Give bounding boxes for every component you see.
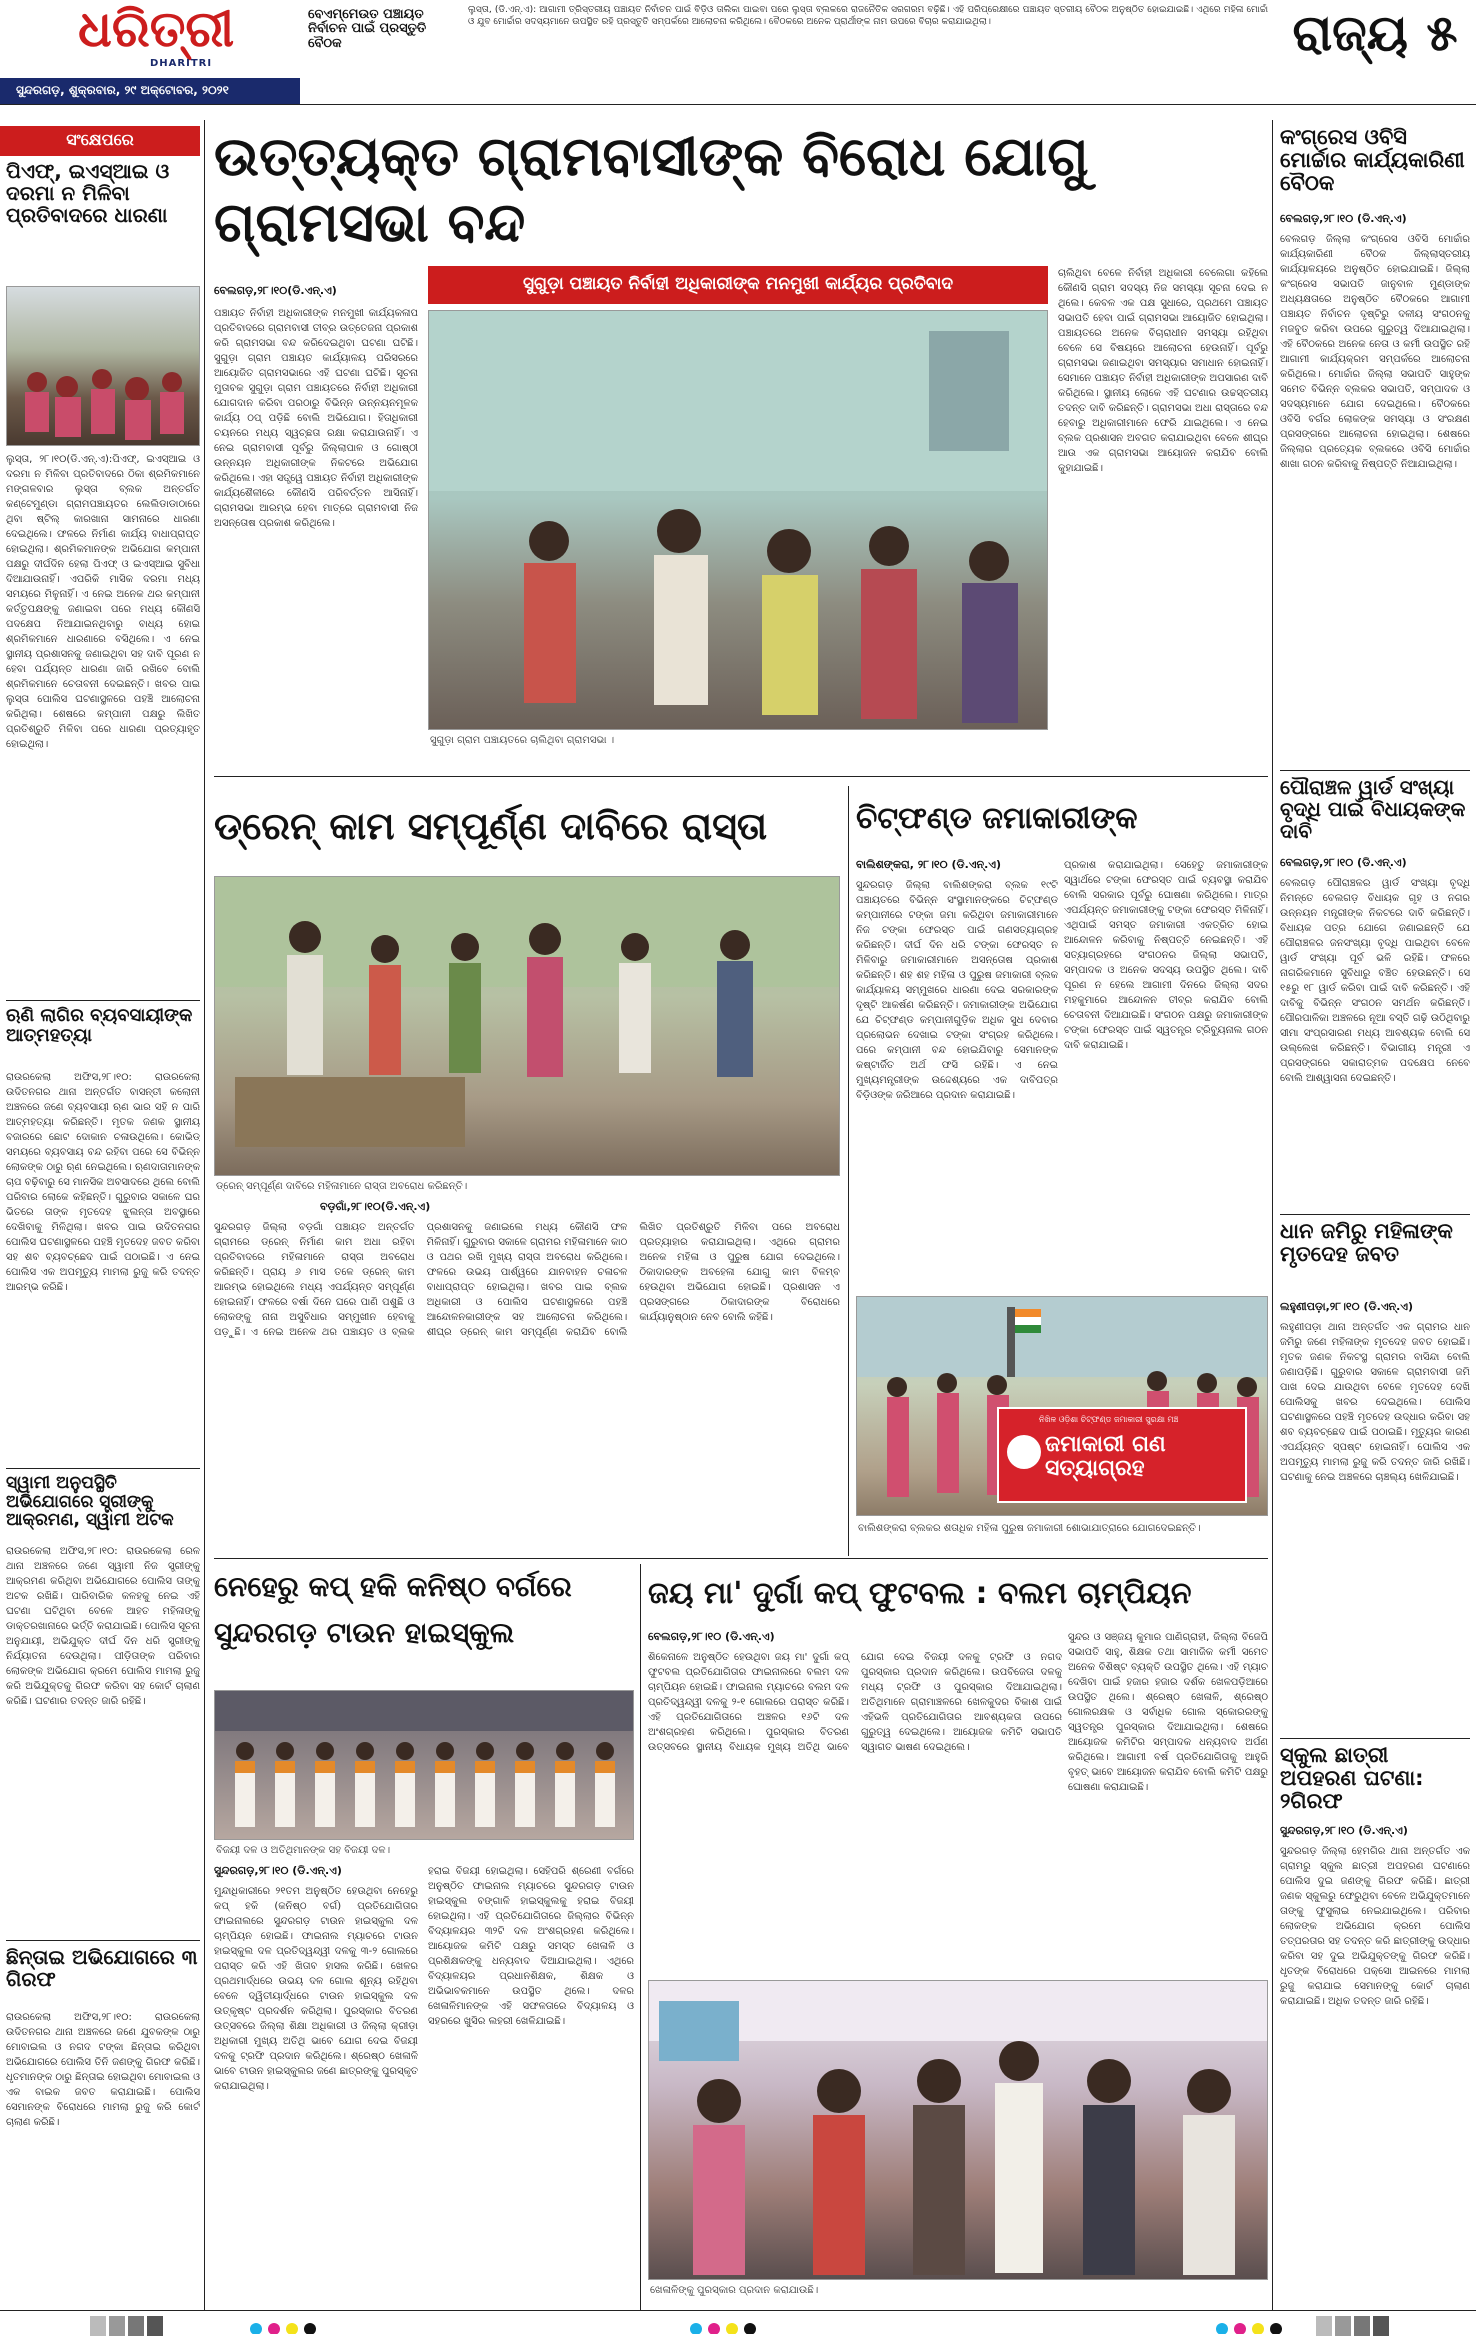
brief-label-text: ସଂକ୍ଷେପରେ (66, 130, 134, 149)
nehru-photo-caption: ବିଜୟୀ ଦଳ ଓ ଅତିଥିମାନଙ୍କ ସହ ବିଜୟୀ ଦଳ। (216, 1845, 391, 1856)
masthead-rule (0, 104, 1476, 105)
right-rule-2 (1280, 1214, 1470, 1215)
brief-label (0, 126, 200, 156)
left-story4-text: ରାଉରକେଲା ଅଫିସ,୨୮।୧୦: ରାଉରକେଲା ଉଦିତନଗର ଥାନା ଅଞ୍ଚଳରେ ଜଣେ ଯୁବକଙ୍କ ଠାରୁ ମୋବାଇଲ ଓ ନଗଦ ଟଙ୍କା ଛିନ୍ତାଇ କରିଥିବା ଅଭିଯୋଗରେ ପୋଲିସ ତିନି ଜଣଙ୍କୁ ଗିରଫ କରିଛି। ଧୃତମାନଙ୍କ ଠାରୁ ଛିନ୍ତାଇ ହୋଇଥିବା ମୋବାଇଲ ଓ ଏକ ବାଇକ ଜବତ କରାଯାଇଛି। ପୋଲିସ ସେମାନଙ୍କ ବିରୋଧରେ ମାମଲା ରୁଜୁ କରି କୋର୍ଟ ଚାଲାଣ କରିଛି। (6, 2012, 200, 2128)
footer-rule (0, 2310, 1476, 2311)
right-story1-headline: କଂଗ୍ରେସ ଓବିସି ମୋର୍ଚ୍ଚାର କାର୍ଯ୍ୟକାରିଣୀ ବୈଠକ (1280, 126, 1465, 196)
right-story2-text: ବେଲଗଡ଼ ପୌରାଞ୍ଚଳର ୱାର୍ଡ ସଂଖ୍ୟା ବୃଦ୍ଧି ନିମନ୍ତେ ବେଲଗଡ଼ ବିଧାୟକ ଗୃହ ଓ ନଗର ଉନ୍ନୟନ ମନ୍ତ୍ରୀଙ୍କ ନିକଟରେ ଦାବି କରିଛନ୍ତି। ବିଧାୟକ ପତ୍ର ଯୋଗେ ଜଣାଇଛନ୍ତି ଯେ ପୌରାଞ୍ଚଳର ଜନସଂଖ୍ୟା ବୃଦ୍ଧି ପାଇଥିବା ବେଳେ ୱାର୍ଡ ସଂଖ୍ୟା ପୂର୍ବ ଭଳି ରହିଛି। ଫଳରେ ନାଗରିକମାନେ ସୁବିଧାରୁ ବଞ୍ଚିତ ହେଉଛନ୍ତି। ସେ ୧୫ରୁ ୧୮ ୱାର୍ଡ କରିବା ପାଇଁ ଦାବି କରିଛନ୍ତି। ଏହି ଦାବିକୁ ବିଭିନ୍ନ ସଂଗଠନ ସମର୍ଥନ କରିଛନ୍ତି। ପୌରପାଳିକା ଅଞ୍ଚଳରେ ନୂଆ ବସ୍ତି ଗଢ଼ି ଉଠିଥିବାରୁ ସୀମା ସଂପ୍ରସାରଣ ମଧ୍ୟ ଆବଶ୍ୟକ ବୋଲି ସେ ଉଲ୍ଲେଖ କରିଛନ୍ତି। ବିଭାଗୀୟ ମନ୍ତ୍ରୀ ଏ ପ୍ରସଙ୍ଗରେ ସକାରାତ୍ମକ ପଦକ୍ଷେପ ନେବେ ବୋଲି ଆଶ୍ୱାସନା ଦେଇଛନ୍ତି। (1280, 878, 1470, 1084)
drain-text: ସୁନ୍ଦରଗଡ଼ ଜିଲ୍ଲା ବଡ଼ଗାଁ ପଞ୍ଚାୟତ ଅନ୍ତର୍ଗତ ଗ୍ରାମରେ ଡ୍ରେନ୍ ନିର୍ମାଣ କାମ ଅଧା ରହିବା ପ୍ରତିବାଦରେ ମହିଳାମାନେ ରାସ୍ତା ଅବରୋଧ କରିଛନ୍ତି। ପ୍ରାୟ ୬ ମାସ ତଳେ ଡ୍ରେନ୍ କାମ ଆରମ୍ଭ ହୋଇଥିଲେ ମଧ୍ୟ ଏପର୍ଯ୍ୟନ୍ତ ସମ୍ପୂର୍ଣ୍ଣ ହୋଇନାହିଁ। ଫଳରେ ବର୍ଷା ଦିନେ ଘରେ ପାଣି ପଶୁଛି ଓ ଲୋକଙ୍କୁ ନାନା ଅସୁବିଧାର ସମ୍ମୁଖୀନ ହେବାକୁ ପଡ଼ୁଛି। ଏ ନେଇ ଅନେକ ଥର ପଞ୍ଚାୟତ ଓ ବ୍ଲକ ପ୍ରଶାସନକୁ ଜଣାଇଲେ ମଧ୍ୟ କୌଣସି ଫଳ ମିଳିନାହିଁ। ଗୁରୁବାର ସକାଳେ ଗ୍ରାମର ମହିଳାମାନେ କାଠ ଓ ପଥର ରଖି ମୁଖ୍ୟ ରାସ୍ତା ଅବରୋଧ କରିଥିଲେ। ଫଳରେ ଉଭୟ ପାର୍ଶ୍ୱରେ ଯାନବାହନ ଚଳାଚଳ ବାଧାପ୍ରାପ୍ତ ହୋଇଥିଲା। ଖବର ପାଇ ବ୍ଲକ ଅଧିକାରୀ ଓ ପୋଲିସ ଘଟଣାସ୍ଥଳରେ ପହଞ୍ଚି ଆନ୍ଦୋଳନକାରୀଙ୍କ ସହ ଆଲୋଚନା କରିଥିଲେ। ଶୀଘ୍ର ଡ୍ରେନ୍ କାମ ସମ୍ପୂର୍ଣ୍ଣ କରାଯିବ ବୋଲି ଲିଖିତ ପ୍ରତିଶ୍ରୁତି ମିଳିବା ପରେ ଅବରୋଧ ପ୍ରତ୍ୟାହାର କରାଯାଇଥିଲା। ଏଥିରେ ଗ୍ରାମର ଅନେକ ମହିଳା ଓ ପୁରୁଷ ଯୋଗ ଦେଇଥିଲେ। ଠିକାଦାରଙ୍କ ଅବହେଳା ଯୋଗୁ କାମ ବିଳମ୍ବ ହେଉଥିବା ଅଭିଯୋଗ ହୋଇଛି। ପ୍ରଶାସନ ଏ ପ୍ରସଙ୍ଗରେ ଠିକାଦାରଙ୍କ ବିରୋଧରେ କାର୍ଯ୍ୟାନୁଷ୍ଠାନ ନେବ ବୋଲି କହିଛି। (214, 1222, 840, 1338)
right-story3-text: ଲହୁଣୀପଡ଼ା ଥାନା ଅନ୍ତର୍ଗତ ଏକ ଗ୍ରାମର ଧାନ ଜମିରୁ ଜଣେ ମହିଳାଙ୍କ ମୃତଦେହ ଜବତ ହୋଇଛି। ମୃତକ ଜଣକ ନିକଟସ୍ଥ ଗ୍ରାମର ବାସିନ୍ଦା ବୋଲି ଜଣାପଡ଼ିଛି। ଗୁରୁବାର ସକାଳେ ଗ୍ରାମବାସୀ ଜମି ପାଖ ଦେଇ ଯାଉଥିବା ବେଳେ ମୃତଦେହ ଦେଖି ପୋଲିସକୁ ଖବର ଦେଇଥିଲେ। ପୋଲିସ ଘଟଣାସ୍ଥଳରେ ପହଞ୍ଚି ମୃତଦେହ ଉଦ୍ଧାର କରିବା ସହ ଶବ ବ୍ୟବଚ୍ଛେଦ ପାଇଁ ପଠାଇଛି। ମୃତ୍ୟୁର କାରଣ ଏପର୍ଯ୍ୟନ୍ତ ସ୍ପଷ୍ଟ ହୋଇନାହିଁ। ପୋଲିସ ଏକ ଅପମୃତ୍ୟୁ ମାମଲା ରୁଜୁ କରି ତଦନ୍ତ ଜାରି ରଖିଛି। ଘଟଣାକୁ ନେଇ ଅଞ୍ଚଳରେ ଚାଞ୍ଚଲ୍ୟ ଖେଳିଯାଇଛି। (1280, 1322, 1470, 1483)
footer-dots-2 (690, 2320, 790, 2334)
page-number: ୫ (1426, 6, 1458, 62)
footer-dots-1 (250, 2320, 350, 2334)
left-story2-text: ରାଉରକେଲା ଅଫିସ,୨୮।୧୦: ରାଉରକେଲା ଉଦିତନଗର ଥାନା ଅନ୍ତର୍ଗତ ବାସନ୍ତୀ କଲୋନୀ ଅଞ୍ଚଳରେ ଜଣେ ବ୍ୟବସାୟୀ ଋଣ ଭାର ସହି ନ ପାରି ଆତ୍ମହତ୍ୟା କରିଛନ୍ତି। ମୃତକ ଜଣକ ସ୍ଥାନୀୟ ବଜାରରେ ଛୋଟ ଦୋକାନ ଚଳାଉଥିଲେ। କୋଭିଡ୍ ସମୟରେ ବ୍ୟବସାୟ ବନ୍ଦ ରହିବା ପରେ ସେ ବିଭିନ୍ନ ଲୋକଙ୍କ ଠାରୁ ଋଣ ନେଇଥିଲେ। ଋଣଦାତାମାନଙ୍କ ଚାପ ବଢ଼ିବାରୁ ସେ ମାନସିକ ଅବସାଦରେ ଥିଲେ ବୋଲି ପରିବାର ଲୋକେ କହିଛନ୍ତି। ଗୁରୁବାର ସକାଳେ ଘର ଭିତରେ ତାଙ୍କ ମୃତଦେହ ଝୁଲନ୍ତା ଅବସ୍ଥାରେ ଦେଖିବାକୁ ମିଳିଥିଲା। ଖବର ପାଇ ଉଦିତନଗର ପୋଲିସ ଘଟଣାସ୍ଥଳରେ ପହଞ୍ଚି ମୃତଦେହ ଜବତ କରିବା ସହ ଶବ ବ୍ୟବଚ୍ଛେଦ ପାଇଁ ପଠାଇଛି। ଏ ନେଇ ପୋଲିସ ଏକ ଅପମୃତ୍ୟୁ ମାମଲା ରୁଜୁ କରି ତଦନ୍ତ ଆରମ୍ଭ କରିଛି। (6, 1072, 200, 1293)
right-story4-headline: ସ୍କୁଲ ଛାତ୍ରୀ ଅପହରଣ ଘଟଣା: ୨ଗିରଫ (1280, 1744, 1424, 1814)
nehru-headline: ନେହେରୁ କପ୍ ହକି କନିଷ୍ଠ ବର୍ଗରେ ସୁନ୍ଦରଗଡ଼ ଟାଉନ ହାଇସ୍କୁଲ (214, 1570, 572, 1649)
right-story1-dateline: ବେଲଗଡ଼,୨୮।୧୦ (ଡି.ଏନ୍.ଏ) (1280, 212, 1407, 225)
lead-kicker-box (428, 266, 1048, 304)
lead-col3: ଚାଲିଥିବା ବେଳେ ନିର୍ବାହୀ ଅଧିକାରୀ ବେଲେଗା କହିଲେ କୌଣସି ଗ୍ରାମ ସଦସ୍ୟ ନିଜ ସମସ୍ୟା ସୂଚନା ଦେଇ ନ ଥିଲେ। କେବଳ ଏକ ପକ୍ଷ ସୁଧାରେ, ପ୍ରଥମେ ପଞ୍ଚାୟତ ସଭାପତି ହେବା ପାଇଁ ଗ୍ରାମସଭା ଆୟୋଜିତ ହୋଇଥିଲା। ପଞ୍ଚାୟତରେ ଅନେକ ବିଚାରାଧୀନ ସମସ୍ୟା ରହିଥିବା ବେଳେ ସେ ବିଷୟରେ ଆଲୋଚନା ହେଉନାହିଁ। ପୂର୍ବରୁ ଗ୍ରାମସଭା ଜଣାଇଥିବା ସମସ୍ୟାର ସମାଧାନ ହୋଇନାହିଁ। ସେମାନେ ପଞ୍ଚାୟତ ନିର୍ବାହୀ ଅଧିକାରୀଙ୍କ ଅପସାରଣ ଦାବି କରିଥିଲେ। ସ୍ଥାନୀୟ ଲୋକେ ଏହି ଘଟଣାର ଉଚ୍ଚସ୍ତରୀୟ ତଦନ୍ତ ଦାବି କରିଛନ୍ତି। ଗ୍ରାମସଭା ଅଧା ରାସ୍ତାରେ ବନ୍ଦ ହେବାରୁ ଅଧିକାରୀମାନେ ଫେରି ଯାଇଥିଲେ। ଏ ନେଇ ବ୍ଲକ ପ୍ରଶାସନ ଅବଗତ କରାଯାଇଥିବା ବେଳେ ଶୀଘ୍ର ଆଉ ଏକ ଗ୍ରାମସଭା ଆୟୋଜନ କରାଯିବ ବୋଲି କୁହାଯାଇଛି। (1058, 268, 1268, 474)
nehru-photo (214, 1690, 634, 1840)
chitfund-photo (856, 1296, 1268, 1516)
left-story3-headline: ସ୍ୱାମୀ ଅନୁପସ୍ଥିତି ଅଭିଯୋଗରେ ସ୍ତ୍ରୀଙ୍କୁ ଆକ୍ରମଣ, ସ୍ୱାମୀ ଅଟକ (6, 1474, 174, 1531)
durga-photo-caption: ଖେଳାଳିଙ୍କୁ ପୁରସ୍କାର ପ୍ରଦାନ କରାଯାଉଛି। (650, 2285, 819, 2296)
durga-text: ଶିକେନାଳେ ଅନୁଷ୍ଠିତ ହେଉଥିବା ଜୟ ମା' ଦୁର୍ଗା କପ୍ ଫୁଟବଲ ପ୍ରତିଯୋଗିତାର ଫାଇନାଲରେ ବଲମ ଦଳ ଚାମ୍ପିୟନ ହୋଇଛି। ଫାଇନାଲ ମ୍ୟାଚରେ ବଲମ ଦଳ ପ୍ରତିଦ୍ୱନ୍ଦ୍ୱୀ ଦଳକୁ ୨-୧ ଗୋଲରେ ପରାସ୍ତ କରିଛି। ଏହି ପ୍ରତିଯୋଗିତାରେ ଅଞ୍ଚଳର ୧୬ଟି ଦଳ ଅଂଶଗ୍ରହଣ କରିଥିଲେ। ପୁରସ୍କାର ବିତରଣ ଉତ୍ସବରେ ସ୍ଥାନୀୟ ବିଧାୟକ ମୁଖ୍ୟ ଅତିଥି ଭାବେ ଯୋଗ ଦେଇ ବିଜୟୀ ଦଳକୁ ଟ୍ରଫି ଓ ନଗଦ ପୁରସ୍କାର ପ୍ରଦାନ କରିଥିଲେ। ଉପବିଜେତା ଦଳକୁ ମଧ୍ୟ ଟ୍ରଫି ଓ ପୁରସ୍କାର ଦିଆଯାଇଥିଲା। ଅତିଥିମାନେ ଗ୍ରାମାଞ୍ଚଳରେ ଖେଳକୁଦର ବିକାଶ ପାଇଁ ଏହିଭଳି ପ୍ରତିଯୋଗିତାର ଆବଶ୍ୟକତା ଉପରେ ଗୁରୁତ୍ୱ ଦେଇଥିଲେ। ଆୟୋଜକ କମିଟି ସଭାପତି ସ୍ୱାଗତ ଭାଷଣ ଦେଇଥିଲେ। (648, 1652, 1062, 1753)
dateline-bar (0, 78, 300, 104)
drain-dateline: ବଡ଼ଗାଁ,୨୮।୧୦(ଡି.ଏନ୍.ଏ) (320, 1200, 431, 1213)
left-story4-headline: ଛିନ୍ତାଇ ଅଭିଯୋଗରେ ୩ ଗିରଫ (6, 1946, 198, 1991)
banner-top-text: ନିଖିଳ ଓଡ଼ିଶା ଚିଟ୍‌ଫଣ୍ଡ ଜମାକାରୀ ସୁରକ୍ଷା ମଞ୍ଚ (1039, 1415, 1179, 1424)
lead-kicker: ସୁଗୁଡ଼ା ପଞ୍ଚାୟତ ନିର୍ବାହୀ ଅଧିକାରୀଙ୍କ ମନମୁଖୀ କାର୍ଯ୍ୟର ପ୍ରତିବାଦ (522, 274, 954, 294)
durga-photo (648, 1980, 1268, 2280)
drain-headline: ଡ୍ରେନ୍ କାମ ସମ୍ପୂର୍ଣ୍ଣ ଦାବିରେ ରାସ୍ତା (214, 804, 768, 848)
lead-col1: ପଞ୍ଚାୟତ ନିର୍ବାହୀ ଅଧିକାରୀଙ୍କ ମନମୁଖୀ କାର୍ଯ୍ୟକଳାପ ପ୍ରତିବାଦରେ ଗ୍ରାମବାସୀ ତୀବ୍ର ଉତ୍ତେଜନା ପ୍ରକାଶ କରି ଗ୍ରାମସଭା ବନ୍ଦ କରିଦେଇଥିବା ଘଟଣା ଘଟିଛି। ସୁଗୁଡ଼ା ଗ୍ରାମ ପଞ୍ଚାୟତ କାର୍ଯ୍ୟାଳୟ ପରିସରରେ ଆୟୋଜିତ ଗ୍ରାମସଭାରେ ଏହି ଘଟଣା ଘଟିଛି। ସୂଚନା ମୁତାବକ ସୁଗୁଡ଼ା ଗ୍ରାମ ପଞ୍ଚାୟତରେ ନିର୍ବାହୀ ଅଧିକାରୀ ଯୋଗଦାନ କରିବା ପରଠାରୁ ବିଭିନ୍ନ ଉନ୍ନୟନମୂଳକ କାର୍ଯ୍ୟ ଠପ୍ ପଡ଼ିଛି ବୋଲି ଅଭିଯୋଗ। ହିତାଧିକାରୀ ଚୟନରେ ମଧ୍ୟ ସ୍ୱଚ୍ଛତା ରକ୍ଷା କରାଯାଉନାହିଁ। ଏ ନେଇ ଗ୍ରାମବାସୀ ପୂର୍ବରୁ ଜିଲ୍ଲାପାଳ ଓ ଗୋଷ୍ଠୀ ଉନ୍ନୟନ ଅଧିକାରୀଙ୍କ ନିକଟରେ ଅଭିଯୋଗ କରିଥିଲେ। ଏହା ସତ୍ତ୍ୱେ ପଞ୍ଚାୟତ ନିର୍ବାହୀ ଅଧିକାରୀଙ୍କ କାର୍ଯ୍ୟଶୈଳୀରେ କୌଣସି ପରିବର୍ତ୍ତନ ଆସିନାହିଁ। ଗ୍ରାମସଭା ଆରମ୍ଭ ହେବା ମାତ୍ରେ ଗ୍ରାମବାସୀ ନିଜ ଅସନ୍ତୋଷ ପ୍ରକାଶ କରିଥିଲେ। (214, 308, 418, 529)
footer-dots-3 (1216, 2320, 1316, 2334)
football-prize-image (649, 1981, 1268, 2280)
chitfund-photo-caption: ବାଲିଶଙ୍କରା ବ୍ଲକର ଶତାଧିକ ମହିଳା ପୁରୁଷ ଜମାକାରୀ ଶୋଭାଯାତ୍ରାରେ ଯୋଗଦେଇଛନ୍ତି। (858, 1523, 1201, 1534)
chitfund-headline: ଚିଟ୍‌ଫଣ୍ଡ ଜମାକାରୀଙ୍କ (856, 801, 1138, 836)
left-story1-photo (6, 286, 200, 446)
banner-emblem (1007, 1435, 1041, 1469)
drain-photo (214, 876, 840, 1176)
right-story3-headline: ଧାନ ଜମିରୁ ମହିଳାଙ୍କ ମୃତଦେହ ଜବତ (1280, 1220, 1453, 1267)
durga-dateline: ବେଲଗଡ଼,୨୮।୧୦ (ଡି.ଏନ୍.ଏ) (648, 1630, 775, 1643)
nehru-dateline: ସୁନ୍ଦରଗଡ଼,୨୮।୧୦ (ଡି.ଏନ୍.ଏ) (214, 1864, 342, 1877)
right-story2-headline: ପୌରାଞ୍ଚଳ ୱାର୍ଡ ସଂଖ୍ୟା ବୃଦ୍ଧି ପାଇଁ ବିଧାୟକଙ୍କ ଦାବି (1280, 776, 1466, 843)
right-story3-dateline: ଲହୁଣୀପଡ଼ା,୨୮।୧୦ (ଡି.ଏନ୍.ଏ) (1280, 1300, 1414, 1313)
lead-headline: ଉତ୍ତ୍ୟକ୍ତ ଗ୍ରାମବାସୀଙ୍କ ବିରୋଧ ଯୋଗୁ ଗ୍ରାମସଭା ବନ୍ଦ (214, 125, 1089, 254)
right-story1-text: ବେଲଗଡ଼ ଜିଲ୍ଲା କଂଗ୍ରେସ ଓବିସି ମୋର୍ଚ୍ଚାର କାର୍ଯ୍ୟକାରିଣୀ ବୈଠକ ଜିଲ୍ଲାସ୍ତରୀୟ କାର୍ଯ୍ୟାଳୟରେ ଅନୁଷ୍ଠିତ ହୋଇଯାଇଛି। ଜିଲ୍ଲା କଂଗ୍ରେସ ସଭାପତି ଜାନୁବାଳ ମୁଣ୍ଡାଙ୍କ ଅଧ୍ୟକ୍ଷତାରେ ଅନୁଷ୍ଠିତ ବୈଠକରେ ଆଗାମୀ ପଞ୍ଚାୟତ ନିର୍ବାଚନ ଦୃଷ୍ଟିରୁ ଦଳୀୟ ସଂଗଠନକୁ ମଜବୁତ କରିବା ଉପରେ ଗୁରୁତ୍ୱ ଦିଆଯାଇଥିଲା। ଏହି ବୈଠକରେ ଅନେକ ନେତା ଓ କର୍ମୀ ଉପସ୍ଥିତ ରହି ଆଗାମୀ କାର୍ଯ୍ୟକ୍ରମ ସମ୍ପର୍କରେ ଆଲୋଚନା କରିଥିଲେ। ମୋର୍ଚ୍ଚାର ଜିଲ୍ଲା ସଭାପତି ସାହୁଙ୍କ ସମେତ ବିଭିନ୍ନ ବ୍ଲକର ସଭାପତି, ସମ୍ପାଦକ ଓ ସଦସ୍ୟମାନେ ଯୋଗ ଦେଇଥିଲେ। ବୈଠକରେ ଓବିସି ବର୍ଗର ଲୋକଙ୍କ ସମସ୍ୟା ଓ ସଂରକ୍ଷଣ ପ୍ରସଙ୍ଗରେ ଆଲୋଚନା ହୋଇଥିଲା। ଶେଷରେ ଜିଲ୍ଲାର ପ୍ରତ୍ୟେକ ବ୍ଲକରେ ଓବିସି ମୋର୍ଚ୍ଚାର ଶାଖା ଗଠନ କରିବାକୁ ନିଷ୍ପତ୍ତି ନିଆଯାଇଥିଲା। (1280, 234, 1470, 470)
masthead-date: ସୁନ୍ଦରଗଡ଼, ଶୁକ୍ରବାର, ୨୯ ଅକ୍ଟୋବର, ୨୦୨୧ (16, 83, 229, 97)
left-rule-3 (6, 1940, 200, 1941)
hockey-team-image (215, 1691, 634, 1840)
chitfund-dateline: ବାଲିଶଙ୍କରା, ୨୮।୧୦ (ଡି.ଏନ୍.ଏ) (856, 858, 1002, 871)
durga-text2: ସୁନ୍ଦର ଓ ସଞ୍ଜୟ କୁମାର ପାଣିଗ୍ରାହୀ, ଜିଲ୍ଲା ବିଜେପି ସଭାପତି ସାହୁ, ଶିକ୍ଷକ ତଥା ସାମାଜିକ କର୍ମୀ ସମେତ ଅନେକ ବିଶିଷ୍ଟ ବ୍ୟକ୍ତି ଉପସ୍ଥିତ ଥିଲେ। ଏହି ମ୍ୟାଚ ଦେଖିବା ପାଇଁ ହଜାର ହଜାର ଦର୍ଶକ ଖେଳପଡ଼ିଆରେ ଉପସ୍ଥିତ ଥିଲେ। ଶ୍ରେଷ୍ଠ ଖେଳାଳି, ଶ୍ରେଷ୍ଠ ଗୋଲରକ୍ଷକ ଓ ସର୍ବାଧିକ ଗୋଲ ସ୍କୋରରଙ୍କୁ ସ୍ୱତନ୍ତ୍ର ପୁରସ୍କାର ଦିଆଯାଇଥିଲା। ଶେଷରେ ଆୟୋଜକ କମିଟିର ସମ୍ପାଦକ ଧନ୍ୟବାଦ ଅର୍ପଣ କରିଥିଲେ। ଆଗାମୀ ବର୍ଷ ପ୍ରତିଯୋଗିତାକୁ ଆହୁରି ବୃହତ୍ ଭାବେ ଆୟୋଜନ କରାଯିବ ବୋଲି କମିଟି ପକ୍ଷରୁ ଘୋଷଣା କରାଯାଇଛି। (1068, 1632, 1268, 1793)
right-rule-1 (1280, 770, 1470, 771)
lead-bottom-rule (214, 776, 1268, 777)
right-story4-dateline: ସୁନ୍ଦରଗଡ଼,୨୮।୧୦ (ଡି.ଏନ୍.ଏ) (1280, 1824, 1408, 1837)
mid-rule (214, 1558, 1268, 1559)
right-story2-dateline: ବେଲଗଡ଼,୨୮।୧୦ (ଡି.ଏନ୍.ଏ) (1280, 856, 1407, 869)
nehru-text: ମୁନ୍ଦାଧିକାରୀରେ ୨୧ତମ ଅନୁଷ୍ଠିତ ହେଉଥିବା ନେହେରୁ କପ୍ ହକି (କନିଷ୍ଠ ବର୍ଗ) ପ୍ରତିଯୋଗିତାର ଫାଇନାଲରେ ସୁନ୍ଦରଗଡ଼ ଟାଉନ ହାଇସ୍କୁଲ ଦଳ ଚାମ୍ପିୟନ ହୋଇଛି। ଫାଇନାଲ ମ୍ୟାଚରେ ଟାଉନ ହାଇସ୍କୁଲ ଦଳ ପ୍ରତିଦ୍ୱନ୍ଦ୍ୱୀ ଦଳକୁ ୩-୨ ଗୋଲରେ ପରାସ୍ତ କରି ଏହି ଖିତାବ ହାସଲ କରିଛି। ଖେଳର ପ୍ରଥମାର୍ଦ୍ଧରେ ଉଭୟ ଦଳ ଗୋଲ ଶୂନ୍ୟ ରହିଥିବା ବେଳେ ଦ୍ୱିତୀୟାର୍ଦ୍ଧରେ ଟାଉନ ହାଇସ୍କୁଲ ଦଳ ଉତ୍କୃଷ୍ଟ ପ୍ରଦର୍ଶନ କରିଥିଲା। ପୁରସ୍କାର ବିତରଣ ଉତ୍ସବରେ ଜିଲ୍ଲା ଶିକ୍ଷା ଅଧିକାରୀ ଓ ଜିଲ୍ଲା କ୍ରୀଡ଼ା ଅଧିକାରୀ ମୁଖ୍ୟ ଅତିଥି ଭାବେ ଯୋଗ ଦେଇ ବିଜୟୀ ଦଳକୁ ଟ୍ରଫି ପ୍ରଦାନ କରିଥିଲେ। ଶ୍ରେଷ୍ଠ ଖେଳାଳି ଭାବେ ଟାଉନ ହାଇସ୍କୁଲର ଜଣେ ଛାତ୍ରଙ୍କୁ ପୁରସ୍କୃତ କରାଯାଇଥିଲା। (214, 1886, 418, 2092)
banner-main-text: ଜମାକାରୀ ଗଣ ସତ୍ୟାଗ୍ରହ (1045, 1433, 1166, 1482)
nehru-divider (640, 1564, 641, 2310)
left-story1-text: ଲୁସ୍ତା, ୨୮।୧୦(ଡି.ଏନ୍.ଏ):ପିଏଫ୍, ଇଏସ୍‌ଆଇ ଓ ଦରମା ନ ମିଳିବା ପ୍ରତିବାଦରେ ଠିକା ଶ୍ରମିକମାନେ ମଙ୍ଗଳବାର ଲୁସ୍ତା ବ୍ଲକ ଅନ୍ତର୍ଗତ କଣ୍ଟେମୁଣ୍ଡା ଗ୍ରାମପଞ୍ଚାୟତର ଲେଲିଡାଡାଠାରେ ଥିବା ଷ୍ଟିଲ୍ କାରଖାନା ସାମନାରେ ଧାରଣା ଦେଇଥିଲେ। ଫଳରେ ନିର୍ମାଣ କାର୍ଯ୍ୟ ବାଧାପ୍ରାପ୍ତ ହୋଇଥିଲା। ଶ୍ରମିକମାନଙ୍କ ଅଭିଯୋଗ କମ୍ପାନୀ ପକ୍ଷରୁ ଦୀର୍ଘଦିନ ହେଲା ପିଏଫ୍ ଓ ଇଏସ୍‌ଆଇ ସୁବିଧା ଦିଆଯାଉନାହିଁ। ଏପରିକି ମାସିକ ଦରମା ମଧ୍ୟ ସମୟରେ ମିଳୁନାହିଁ। ଏ ନେଇ ଅନେକ ଥର କମ୍ପାନୀ କର୍ତ୍ତୃପକ୍ଷଙ୍କୁ ଜଣାଇବା ପରେ ମଧ୍ୟ କୌଣସି ପଦକ୍ଷେପ ନିଆଯାଇନଥିବାରୁ ବାଧ୍ୟ ହୋଇ ଶ୍ରମିକମାନେ ଧାରଣାରେ ବସିଥିଲେ। ଏ ନେଇ ସ୍ଥାନୀୟ ପ୍ରଶାସନକୁ ଜଣାଇଥିବା ସହ ଦାବି ପୂରଣ ନ ହେବା ପର୍ଯ୍ୟନ୍ତ ଧାରଣା ଜାରି ରଖିବେ ବୋଲି ଶ୍ରମିକମାନେ ଚେତାବନୀ ଦେଇଛନ୍ତି। ଖବର ପାଇ ଲୁସ୍ତା ପୋଲିସ ଘଟଣାସ୍ଥଳରେ ପହଞ୍ଚି ଆଲୋଚନା କରିଥିଲା। ଶେଷରେ କମ୍ପାନୀ ପକ୍ଷରୁ ଲିଖିତ ପ୍ରତିଶ୍ରୁତି ମିଳିବା ପରେ ଧାରଣା ପ୍ରତ୍ୟାହୃତ ହୋଇଥିଲା। (6, 454, 200, 750)
left-column-divider (204, 120, 205, 2310)
satyagraha-banner (997, 1407, 1247, 1503)
drain-photo-caption: ଡ୍ରେନ୍ ସମ୍ପୂର୍ଣ୍ଣ ଦାବିରେ ମହିଳାମାନେ ରାସ୍ତା ଅବରୋଧ କରିଛନ୍ତି। (216, 1181, 468, 1192)
left-story2-headline: ଋଣି ଲାଗିର ବ୍ୟବସାୟୀଙ୍କ ଆତ୍ମହତ୍ୟା (6, 1006, 193, 1046)
durga-headline: ଜୟ ମା' ଦୁର୍ଗା କପ୍ ଫୁଟବଲ : ବଲମ ଚାମ୍ପିୟନ (648, 1576, 1192, 1611)
chitfund-text2: ପ୍ରକାଶ କରାଯାଇଥିଲା। ସେହେତୁ ଜମାକାରୀଙ୍କ ସ୍ୱାର୍ଥରେ ଟଙ୍କା ଫେରସ୍ତ ପାଇଁ ବ୍ୟବସ୍ଥା କରାଯିବ ବୋଲି ସରକାର ପୂର୍ବରୁ ଘୋଷଣା କରିଥିଲେ। ମାତ୍ର ଏପର୍ଯ୍ୟନ୍ତ ଜମାକାରୀଙ୍କୁ ଟଙ୍କା ଫେରସ୍ତ ମିଳିନାହିଁ। ଏଥିପାଇଁ ସମସ୍ତ ଜମାକାରୀ ଏକତ୍ରିତ ହୋଇ ଆନ୍ଦୋଳନ କରିବାକୁ ନିଷ୍ପତ୍ତି ନେଇଛନ୍ତି। ଏହି ସତ୍ୟାଗ୍ରହରେ ସଂଗଠନର ଜିଲ୍ଲା ସଭାପତି, ସମ୍ପାଦକ ଓ ଅନେକ ସଦସ୍ୟ ଉପସ୍ଥିତ ଥିଲେ। ଦାବି ପୂରଣ ନ ହେଲେ ଆଗାମୀ ଦିନରେ ଜିଲ୍ଲା ସଦର ମହକୁମାରେ ଆନ୍ଦୋଳନ ତୀବ୍ର କରାଯିବ ବୋଲି ଚେତାବନୀ ଦିଆଯାଇଛି। ସଂଗଠନ ପକ୍ଷରୁ ଜମାକାରୀଙ୍କ ଟଙ୍କା ଫେରସ୍ତ ପାଇଁ ସ୍ୱତନ୍ତ୍ର ଟ୍ରିବ୍ୟୁନାଲ ଗଠନ ଦାବି କରାଯାଇଛି। (1064, 860, 1268, 1051)
right-story4-text: ସୁନ୍ଦରଗଡ଼ ଜିଲ୍ଲା ହେମଗିର ଥାନା ଅନ୍ତର୍ଗତ ଏକ ଗ୍ରାମରୁ ସ୍କୁଲ ଛାତ୍ରୀ ଅପହରଣ ଘଟଣାରେ ପୋଲିସ ଦୁଇ ଜଣଙ୍କୁ ଗିରଫ କରିଛି। ଛାତ୍ରୀ ଜଣକ ସ୍କୁଲରୁ ଫେରୁଥିବା ବେଳେ ଅଭିଯୁକ୍ତମାନେ ତାଙ୍କୁ ଫୁସୁଲାଇ ନେଇଯାଇଥିଲେ। ପରିବାର ଲୋକଙ୍କ ଅଭିଯୋଗ କ୍ରମେ ପୋଲିସ ତତ୍ପରତାର ସହ ତଦନ୍ତ କରି ଛାତ୍ରୀଙ୍କୁ ଉଦ୍ଧାର କରିବା ସହ ଦୁଇ ଅଭିଯୁକ୍ତଙ୍କୁ ଗିରଫ କରିଛି। ଧୃତଙ୍କ ବିରୋଧରେ ପକ୍ସୋ ଆଇନରେ ମାମଲା ରୁଜୁ କରାଯାଇ ସେମାନଙ୍କୁ କୋର୍ଟ ଚାଲାଣ କରାଯାଇଛି। ଅଧିକ ତଦନ୍ତ ଜାରି ରହିଛି। (1280, 1846, 1470, 2007)
left-story3-text: ରାଉରକେଲା ଅଫିସ,୨୮।୧୦: ରାଉରକେଲା ରେଳ ଥାନା ଅଞ୍ଚଳରେ ଜଣେ ସ୍ୱାମୀ ନିଜ ସ୍ତ୍ରୀଙ୍କୁ ଆକ୍ରମଣ କରିଥିବା ଅଭିଯୋଗରେ ପୋଲିସ ତାଙ୍କୁ ଅଟକ ରଖିଛି। ପାରିବାରିକ କଳହକୁ ନେଇ ଏହି ଘଟଣା ଘଟିଥିବା ବେଳେ ଆହତ ମହିଳାଙ୍କୁ ଡାକ୍ତରଖାନାରେ ଭର୍ତ୍ତି କରାଯାଇଛି। ପୋଲିସ ସୂଚନା ଅନୁଯାୟୀ, ଅଭିଯୁକ୍ତ ଦୀର୍ଘ ଦିନ ଧରି ସ୍ତ୍ରୀଙ୍କୁ ନିର୍ଯ୍ୟାତନା ଦେଉଥିଲା। ପୀଡ଼ିତାଙ୍କ ପରିବାର ଲୋକଙ୍କ ଅଭିଯୋଗ କ୍ରମେ ପୋଲିସ ମାମଲା ରୁଜୁ କରି ଅଭିଯୁକ୍ତକୁ ଗିରଫ କରିବା ସହ କୋର୍ଟ ଚାଲାଣ କରିଛି। ଘଟଣାର ତଦନ୍ତ ଜାରି ରହିଛି। (6, 1546, 200, 1707)
left-story1-headline: ପିଏଫ୍, ଇଏସ୍‌ଆଇ ଓ ଦରମା ନ ମିଳିବା ପ୍ରତିବାଦରେ ଧାରଣା (6, 160, 170, 227)
footer-bars-right (1316, 2316, 1456, 2336)
left-rule-2 (6, 1468, 200, 1469)
right-rule-3 (1280, 1738, 1470, 1739)
road-block-image (215, 877, 840, 1176)
nehru-text2: ହରାଇ ବିଜୟୀ ହୋଇଥିଲା। ସେହିପରି ଶ୍ରେଣୀ ବର୍ଗରେ ଅନୁଷ୍ଠିତ ଫାଇନାଲ ମ୍ୟାଚରେ ସୁନ୍ଦରଗଡ଼ ଟାଉନ ହାଇସ୍କୁଲ ବଙ୍ଗାଳି ହାଇସ୍କୁଲକୁ ହରାଇ ବିଜୟୀ ହୋଇଥିଲା। ଏହି ପ୍ରତିଯୋଗିତାରେ ଜିଲ୍ଲାର ବିଭିନ୍ନ ବିଦ୍ୟାଳୟର ୩୨ଟି ଦଳ ଅଂଶଗ୍ରହଣ କରିଥିଲେ। ଆୟୋଜକ କମିଟି ପକ୍ଷରୁ ସମସ୍ତ ଖେଳାଳି ଓ ପ୍ରଶିକ୍ଷକଙ୍କୁ ଧନ୍ୟବାଦ ଦିଆଯାଇଥିଲା। ଏଥିରେ ବିଦ୍ୟାଳୟର ପ୍ରଧାନଶିକ୍ଷକ, ଶିକ୍ଷକ ଓ ଅଭିଭାବକମାନେ ଉପସ୍ଥିତ ଥିଲେ। ଦଳର ଖେଳାଳିମାନଙ୍କ ଏହି ସଫଳତାରେ ବିଦ୍ୟାଳୟ ଓ ସହରରେ ଖୁସିର ଲହରୀ ଖେଳିଯାଇଛି। (428, 1866, 634, 2027)
top-story: ଲୁସ୍ତା, (ଡି.ଏନ୍.ଏ): ଆଗାମୀ ତ୍ରିସ୍ତରୀୟ ପଞ୍ଚାୟତ ନିର୍ବାଚନ ପାଇଁ ବିଡ଼ିଓ ତାଲିକା ପାଇବା ପରେ ଲୁସ୍ତା ବ୍ଲକରେ ରାଜନୈତିକ ସରଗରମ ବଢ଼ିଛି। ଏହି ପରିପ୍ରେକ୍ଷୀରେ ପଞ୍ଚାୟତ ସ୍ତରୀୟ ବୈଠକ ଅନୁଷ୍ଠିତ ହୋଇଯାଇଛି। ଏଥିରେ ମହିଳା ମୋର୍ଚ୍ଚା ଓ ଯୁବ ମୋର୍ଚ୍ଚାର ସଦସ୍ୟମାନେ ଉପସ୍ଥିତ ରହି ପ୍ରସ୍ତୁତି ସମ୍ପର୍କରେ ଆଲୋଚନା କରିଥିଲେ। ବୈଠକରେ ଅନେକ ପ୍ରାର୍ଥୀଙ୍କ ନାମ ଉପରେ ବିଚାର କରାଯାଇଥିଲା। (468, 5, 1268, 27)
chitfund-text: ସୁନ୍ଦରଗଡ଼ ଜିଲ୍ଲା ବାଲିଶଙ୍କରା ବ୍ଲକ ୧୯ଟି ପଞ୍ଚାୟତରେ ବିଭିନ୍ନ ସଂସ୍ଥାମାନଙ୍କରେ ଚିଟ୍‌ଫଣ୍ଡ କମ୍ପାନୀରେ ଟଙ୍କା ଜମା କରିଥିବା ଜମାକାରୀମାନେ ନିଜ ଟଙ୍କା ଫେରସ୍ତ ପାଇଁ ଗଣସତ୍ୟାଗ୍ରହ କରିଛନ୍ତି। ଦୀର୍ଘ ଦିନ ଧରି ଟଙ୍କା ଫେରସ୍ତ ନ ମିଳିବାରୁ ଜମାକାରୀମାନେ ଅସନ୍ତୋଷ ପ୍ରକାଶ କରିଛନ୍ତି। ଶହ ଶହ ମହିଳା ଓ ପୁରୁଷ ଜମାକାରୀ ବ୍ଲକ କାର୍ଯ୍ୟାଳୟ ସମ୍ମୁଖରେ ଧାରଣା ଦେଇ ସରକାରଙ୍କ ଦୃଷ୍ଟି ଆକର୍ଷଣ କରିଛନ୍ତି। ଜମାକାରୀଙ୍କ ଅଭିଯୋଗ ଯେ ଚିଟ୍‌ଫଣ୍ଡ କମ୍ପାନୀଗୁଡ଼ିକ ଅଧିକ ସୁଧ ଦେବାର ପ୍ରଲୋଭନ ଦେଖାଇ ଟଙ୍କା ସଂଗ୍ରହ କରିଥିଲେ। ପରେ କମ୍ପାନୀ ବନ୍ଦ ହୋଇଯିବାରୁ ସେମାନଙ୍କ କଷ୍ଟାର୍ଜିତ ଅର୍ଥ ଫସି ରହିଛି। ଏ ନେଇ ମୁଖ୍ୟମନ୍ତ୍ରୀଙ୍କ ଉଦ୍ଦେଶ୍ୟରେ ଏକ ଦାବିପତ୍ର ବିଡ଼ିଓଙ୍କ ଜରିଆରେ ପ୍ରଦାନ କରାଯାଇଛି। (856, 880, 1058, 1101)
gram-sabha-image (429, 311, 1048, 730)
masthead (0, 0, 1476, 105)
footer-registration-marks (0, 2314, 1476, 2338)
section-title: ରାଜ୍ୟ (1292, 6, 1408, 62)
drain-divider (848, 786, 849, 1556)
protest-crowd-image (7, 287, 200, 446)
lead-dateline: ବେଲଗଡ଼,୨୮।୧୦(ଡି.ଏନ୍.ଏ) (214, 284, 337, 297)
logo-sub: DHARITRI (150, 58, 213, 69)
lead-photo (428, 310, 1048, 730)
top-headline: ବେଏମ୍‌ମେଉତ ପଞ୍ଚାୟତ ନିର୍ବାଚନ ପାଇଁ ପ୍ରସ୍ତୁତି ବୈଠକ (308, 8, 427, 51)
lead-photo-caption: ସୁଗୁଡ଼ା ଗ୍ରାମ ପଞ୍ଚାୟତରେ ଚାଲିଥିବା ଗ୍ରାମସଭା । (430, 735, 615, 746)
right-column-divider (1272, 120, 1273, 2310)
logo: ଧରିତ୍ରୀ (78, 2, 235, 58)
left-rule-1 (6, 1000, 200, 1001)
